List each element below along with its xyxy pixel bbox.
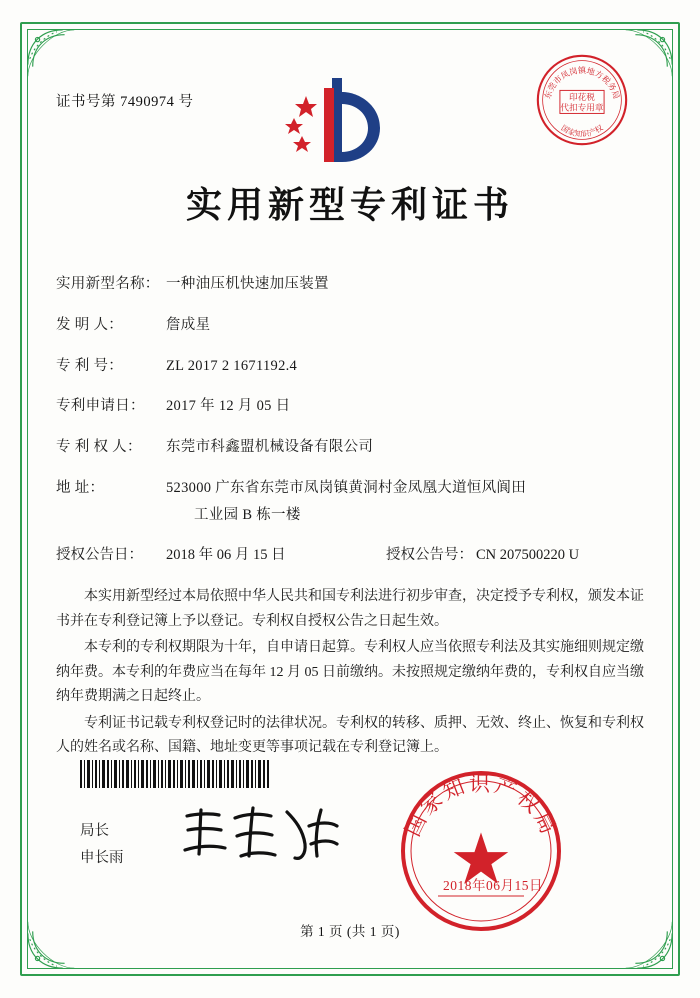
field-value: 2017 年 12 月 05 日	[166, 398, 291, 415]
legal-text	[56, 585, 644, 761]
certificate-number: 证书号第 7490974 号	[56, 94, 194, 110]
field-list	[56, 274, 644, 567]
grant-date-label: 授权公告日：	[56, 547, 143, 564]
field-value: 东莞市科鑫盟机械设备有限公司	[166, 439, 374, 455]
seal-date: 2018年06月15日	[443, 878, 543, 893]
field-label: 发 明 人：	[56, 316, 124, 333]
field-row-utility-model-name	[56, 274, 644, 296]
grant-announcement-row	[56, 545, 644, 567]
svg-text:代扣专用章: 代扣专用章	[560, 102, 604, 113]
legal-paragraph-3: 专利证书记载专利权登记时的法律状况。专利权的转移、质押、无效、终止、恢复和专利权人的姓名或名称、国籍、地址变更等事项记载在专利登记簿上。	[56, 715, 644, 755]
field-value: 一种油压机快速加压装置	[166, 276, 329, 292]
director-name: 申长雨	[80, 849, 124, 866]
field-label: 地 址：	[56, 479, 105, 496]
legal-paragraph-2: 本专利的专利权期限为十年，自申请日起算。专利权人应当依照专利法及其实施细则规定缴纳年费。本专利的年费应当在每年 12 月 05 日前缴纳。未按照规定缴纳年费的，专利权自应当缴纳年费期满之日起终止。	[56, 640, 644, 704]
grant-date-value: 2018 年 06 月 15 日	[166, 547, 286, 564]
field-row-patent-number	[56, 356, 644, 378]
svg-text:国家知识产权: 国家知识产权	[559, 123, 605, 139]
barcode	[80, 760, 270, 788]
grant-number-label: 授权公告号：	[386, 547, 473, 564]
field-label: 专 利 号：	[56, 357, 124, 374]
director-label: 局长	[80, 823, 109, 839]
handwritten-signature-icon	[175, 800, 345, 870]
grant-number-group	[386, 545, 579, 567]
legal-paragraph-1: 本实用新型经过本局依照中华人民共和国专利法进行初步审查，决定授予专利权，颁发本证书并在专利登记簿上予以登记。专利权自授权公告之日起生效。	[56, 589, 644, 629]
address-line-2: 工业园 B 栋一楼	[194, 506, 301, 523]
page-footer: 第 1 页 (共 1 页)	[300, 924, 400, 939]
certificate-content	[56, 60, 644, 763]
grant-number-value: CN 207500220 U	[476, 547, 580, 564]
address-line-1: 523000 广东省东莞市凤岗镇黄洞村金凤凰大道恒风阆田	[166, 479, 527, 496]
field-label: 实用新型名称：	[56, 276, 160, 292]
field-value: ZL 2017 2 1671192.4	[166, 357, 298, 374]
svg-text:印花税: 印花税	[569, 92, 595, 102]
field-label: 专 利 权 人：	[56, 439, 142, 455]
page-title: 实用新型专利证书	[185, 185, 514, 225]
field-row-inventor	[56, 315, 644, 337]
svg-text:东莞市凤岗镇地方税务局: 东莞市凤岗镇地方税务局	[543, 66, 621, 101]
field-row-patentee	[56, 437, 644, 459]
field-value	[166, 478, 644, 527]
field-row-address	[56, 478, 644, 527]
signature-block	[80, 818, 124, 872]
field-label: 专利申请日：	[56, 398, 145, 415]
field-row-application-date	[56, 396, 644, 418]
field-value: 詹成星	[166, 316, 211, 333]
grant-date-group	[56, 545, 386, 567]
svg-text:国家知识产权局: 国家知识产权局	[400, 772, 562, 841]
official-seal-icon	[398, 768, 564, 934]
